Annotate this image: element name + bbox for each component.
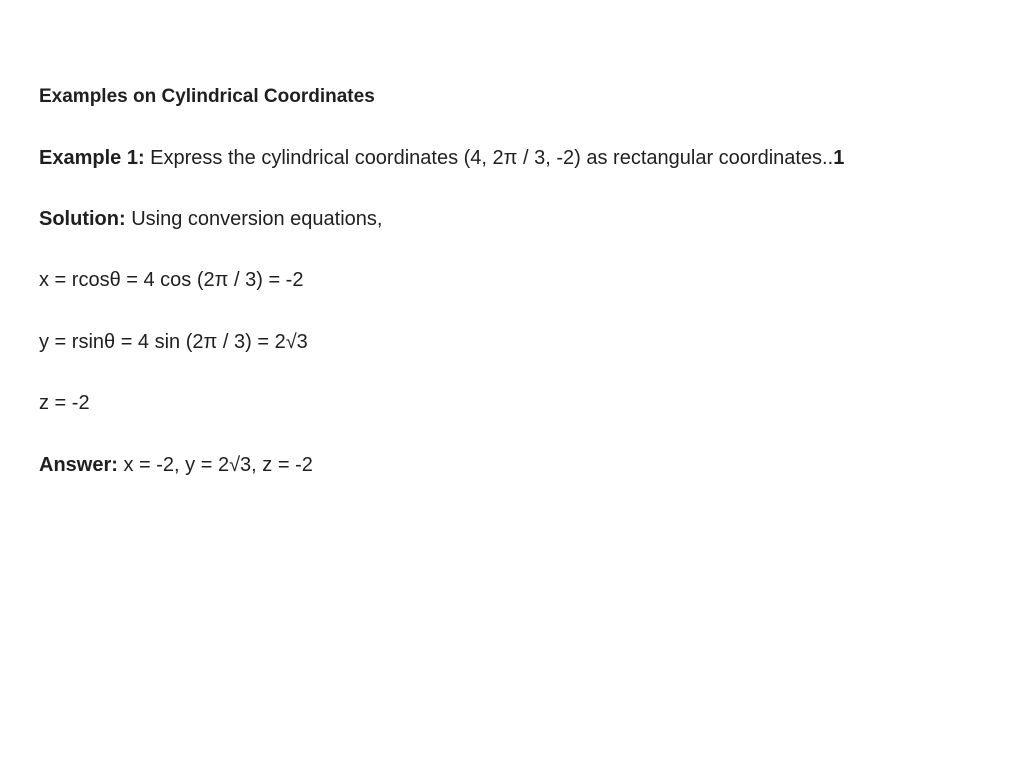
example-text: Express the cylindrical coordinates (4, 2π / 3, -2) as rectangular coordinates..	[144, 147, 834, 169]
example-line	[39, 145, 844, 171]
equation-z: z = -2	[39, 392, 90, 414]
solution-line	[39, 206, 382, 232]
example-suffix: 1	[833, 147, 845, 169]
answer-label: Answer:	[39, 454, 118, 476]
answer-text: x = -2, y = 2√3, z = -2	[117, 454, 313, 476]
equation-x: x = rcosθ = 4 cos (2π / 3) = -2	[39, 269, 304, 291]
solution-label: Solution:	[39, 208, 126, 230]
page-title: Examples on Cylindrical Coordinates	[39, 86, 375, 107]
answer-line	[39, 452, 313, 478]
equation-y: y = rsinθ = 4 sin (2π / 3) = 2√3	[39, 331, 308, 353]
example-label: Example 1:	[39, 147, 145, 169]
solution-text: Using conversion equations,	[125, 208, 383, 230]
